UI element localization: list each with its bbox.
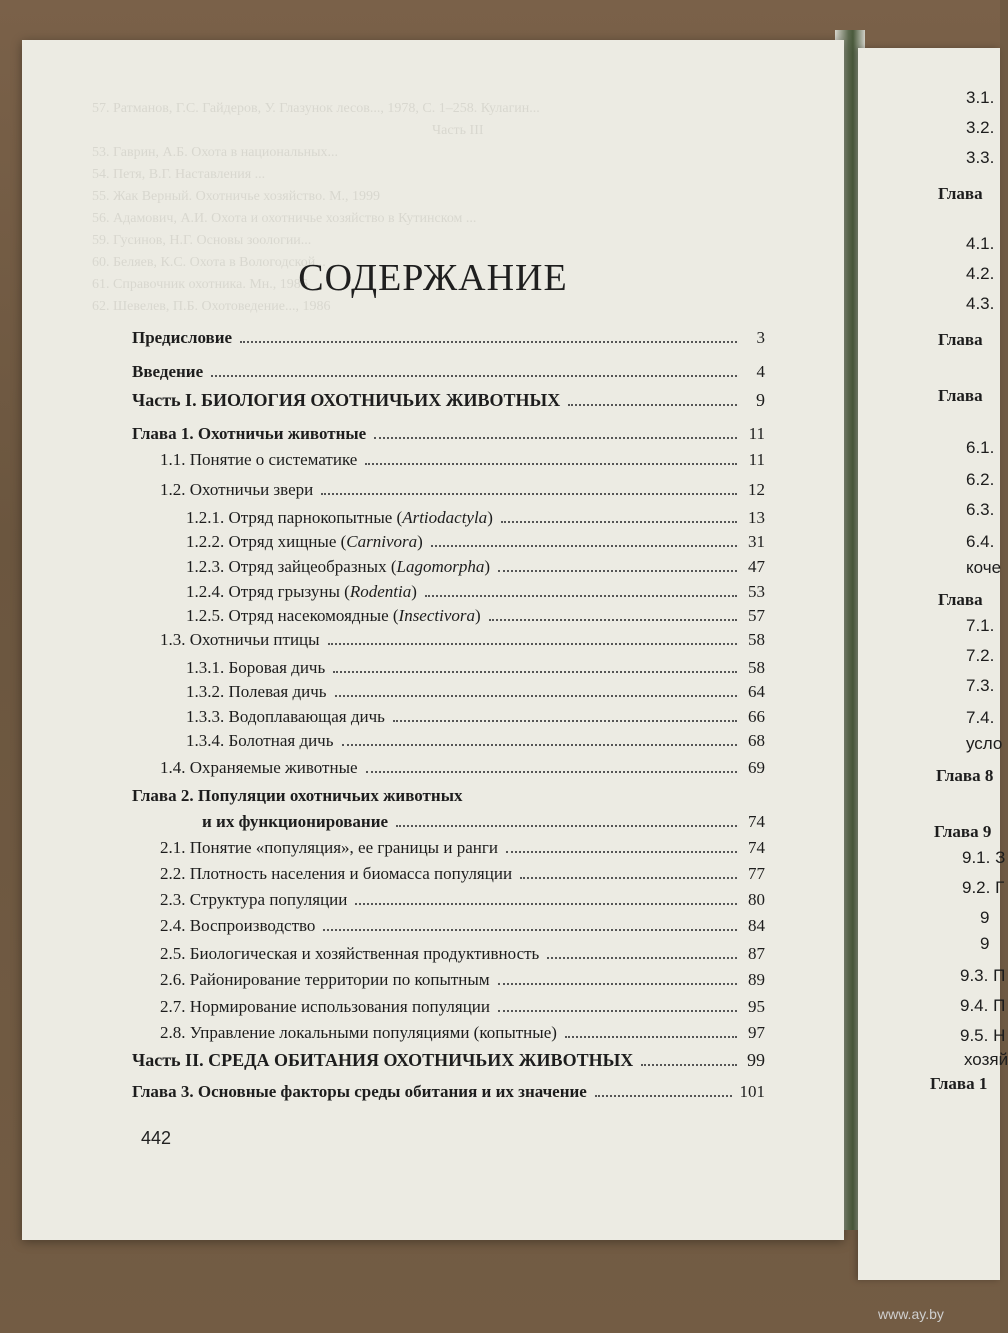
toc-entry-label: 2.8. Управление локальными популяциями (копытные) bbox=[160, 1023, 557, 1042]
bleed-through-line: 60. Беляев, К.С. Охота в Вологодской... bbox=[92, 255, 326, 270]
dot-leader bbox=[365, 463, 737, 465]
toc-entry-label: 2.3. Структура популяции bbox=[160, 890, 348, 909]
dot-leader bbox=[328, 643, 737, 645]
right-page-line: 9.3. П bbox=[960, 966, 1006, 985]
toc-entry bbox=[132, 390, 765, 411]
dot-leader bbox=[565, 1036, 737, 1038]
bleed-through-line: 62. Шевелев, П.Б. Охотоведение..., 1986 bbox=[92, 299, 331, 314]
toc-entry-label: Часть I. БИОЛОГИЯ ОХОТНИЧЬИХ ЖИВОТНЫХ bbox=[132, 390, 561, 410]
toc-entry-label: 2.6. Районирование территории по копытным bbox=[160, 970, 490, 989]
toc-entry-label: 1.2.2. Отряд хищные (Carnivora) bbox=[186, 532, 423, 551]
dot-leader bbox=[506, 851, 737, 853]
bleed-through-line: 56. Адамович, А.И. Охота и охотничье хозяйство в Кутинском ... bbox=[92, 211, 477, 226]
dot-leader bbox=[489, 619, 737, 621]
toc-entry bbox=[160, 758, 765, 778]
toc-entry-label: 1.3.4. Болотная дичь bbox=[186, 731, 334, 750]
toc-page-number: 58 bbox=[748, 630, 765, 649]
toc-entry-label: и их функционирование bbox=[202, 812, 389, 831]
right-page-line: Глава bbox=[938, 330, 983, 349]
toc-entry-label: 1.3.1. Боровая дичь bbox=[186, 658, 326, 677]
toc-entry-label: 1.2.1. Отряд парнокопытные (Artiodactyla) bbox=[186, 508, 493, 527]
right-page-line: Глава 8 bbox=[936, 766, 994, 785]
toc-page-number: 4 bbox=[756, 362, 765, 381]
toc-page-number: 80 bbox=[748, 890, 765, 909]
dot-leader bbox=[520, 877, 737, 879]
toc-entry bbox=[132, 328, 765, 348]
right-page-line: коче bbox=[966, 558, 1002, 577]
toc-page-number: 12 bbox=[748, 480, 765, 499]
toc-page-number: 57 bbox=[748, 606, 765, 625]
toc-page-number: 3 bbox=[756, 328, 765, 347]
toc-entry bbox=[132, 1050, 765, 1071]
right-page-line: 9 bbox=[980, 908, 990, 927]
toc-entry bbox=[186, 582, 765, 602]
bleed-through-line: Часть III bbox=[432, 123, 484, 138]
toc-entry-label: 1.2.5. Отряд насекомоядные (Insectivora) bbox=[186, 606, 481, 625]
toc-entry bbox=[160, 916, 765, 936]
toc-page-number: 53 bbox=[748, 582, 765, 601]
dot-leader bbox=[568, 404, 737, 406]
toc-entry bbox=[132, 1082, 765, 1102]
toc-entry-label: 1.2. Охотничьи звери bbox=[160, 480, 314, 499]
toc-entry bbox=[160, 864, 765, 884]
toc-entry bbox=[160, 944, 765, 964]
right-page-line: Глава 9 bbox=[934, 822, 992, 841]
right-page-line: 6.1. bbox=[966, 438, 995, 457]
right-page-line: хозяй bbox=[964, 1050, 1008, 1069]
dot-leader bbox=[240, 341, 737, 343]
right-page-line: 3.3. bbox=[966, 148, 995, 167]
toc-page-number: 11 bbox=[748, 424, 765, 443]
right-page-line: 3.1. bbox=[966, 88, 995, 107]
toc-page-number: 101 bbox=[739, 1082, 765, 1101]
toc-entry-label: 1.2.3. Отряд зайцеобразных (Lagomorpha) bbox=[186, 557, 491, 576]
toc-entry-label: Предисловие bbox=[132, 328, 233, 347]
toc-page-number: 84 bbox=[748, 916, 765, 935]
watermark: www.ay.by bbox=[878, 1306, 944, 1322]
right-page-line: 7.2. bbox=[966, 646, 995, 665]
toc-entry bbox=[160, 1023, 765, 1043]
toc-entry-label: 1.4. Охраняемые животные bbox=[160, 758, 358, 777]
dot-leader bbox=[374, 437, 737, 439]
dot-leader bbox=[323, 929, 737, 931]
toc-entry bbox=[160, 450, 765, 470]
dot-leader bbox=[547, 957, 737, 959]
dot-leader bbox=[355, 903, 737, 905]
toc-entry bbox=[160, 997, 765, 1017]
toc-entry bbox=[186, 532, 765, 552]
bleed-through-line: 61. Справочник охотника. Мн., 1986 bbox=[92, 277, 308, 292]
toc-entry-label: 1.3. Охотничьи птицы bbox=[160, 630, 320, 649]
dot-leader bbox=[498, 1010, 737, 1012]
right-page-line: 9 bbox=[980, 934, 990, 953]
dot-leader bbox=[335, 695, 737, 697]
toc-page-number: 69 bbox=[748, 758, 765, 777]
right-page-line: 7.3. bbox=[966, 676, 995, 695]
toc-page-number: 99 bbox=[747, 1050, 765, 1070]
right-page-line: 9.1. З bbox=[962, 848, 1006, 867]
toc-entry-label: 2.2. Плотность населения и биомасса популяции bbox=[160, 864, 513, 883]
toc-page-number: 95 bbox=[748, 997, 765, 1016]
right-page-line: 6.3. bbox=[966, 500, 995, 519]
latin-name: Lagomorpha bbox=[396, 557, 485, 576]
toc-entry bbox=[202, 812, 765, 832]
right-page-line: Глава 1 bbox=[930, 1074, 988, 1093]
dot-leader bbox=[366, 771, 737, 773]
toc-entry bbox=[186, 658, 765, 678]
toc-entry-label: Введение bbox=[132, 362, 204, 381]
toc-entry-label: 1.2.4. Отряд грызуны (Rodentia) bbox=[186, 582, 417, 601]
dot-leader bbox=[342, 744, 738, 746]
toc-page-number: 97 bbox=[748, 1023, 765, 1042]
toc-entry bbox=[186, 606, 765, 626]
page-number: 442 bbox=[141, 1128, 172, 1148]
toc-entry bbox=[132, 362, 765, 382]
toc-entry-label: 1.3.2. Полевая дичь bbox=[186, 682, 327, 701]
bleed-through-line: 59. Гусинов, Н.Г. Основы зоологии... bbox=[92, 233, 312, 248]
toc-entry bbox=[160, 970, 765, 990]
toc-page-number: 31 bbox=[748, 532, 765, 551]
toc-page-number: 66 bbox=[748, 707, 765, 726]
right-page-line: 7.1. bbox=[966, 616, 995, 635]
latin-name: Carnivora bbox=[346, 532, 418, 551]
toc-page-number: 58 bbox=[748, 658, 765, 677]
bleed-through-line: 54. Петя, В.Г. Наставления ... bbox=[92, 167, 266, 182]
right-page-line: усло bbox=[966, 734, 1003, 753]
right-page-line: Глава bbox=[938, 590, 983, 609]
toc-entry-label-line1: Глава 2. Популяции охотничьих животных bbox=[132, 786, 463, 805]
right-page-line: 9.2. Г bbox=[962, 878, 1005, 897]
right-page-line: 4.3. bbox=[966, 294, 995, 313]
toc-entry bbox=[186, 508, 765, 528]
right-page-line: Глава bbox=[938, 386, 983, 405]
right-page-line: 6.2. bbox=[966, 470, 995, 489]
right-page-line: 7.4. bbox=[966, 708, 995, 727]
bleed-through-line: 55. Жак Верный. Охотничье хозяйство. М., 1999 bbox=[92, 189, 381, 204]
toc-entry-label: 2.5. Биологическая и хозяйственная продуктивность bbox=[160, 944, 540, 963]
toc-page-number: 13 bbox=[748, 508, 765, 527]
dot-leader bbox=[321, 493, 737, 495]
dot-leader bbox=[641, 1064, 737, 1066]
toc-entry-label: 2.4. Воспроизводство bbox=[160, 916, 316, 935]
dot-leader bbox=[211, 375, 737, 377]
bleed-through-line: 53. Гаврин, А.Б. Охота в национальных... bbox=[92, 145, 338, 160]
toc-page-number: 74 bbox=[748, 812, 765, 831]
latin-name: Insectivora bbox=[398, 606, 476, 625]
right-page-line: 4.1. bbox=[966, 234, 995, 253]
bleed-through-line: 57. Ратманов, Г.С. Гайдеров, У. Глазунок лесов..., 1978, С. 1–258. Кулагин... bbox=[92, 101, 540, 116]
toc-entry-label: Глава 1. Охотничьи животные bbox=[132, 424, 367, 443]
toc-entry bbox=[132, 424, 765, 444]
toc-page-number: 11 bbox=[748, 450, 765, 469]
toc-entry-label: Глава 3. Основные факторы среды обитания и их значение bbox=[132, 1082, 587, 1101]
right-page-line: 9.5. Н bbox=[960, 1026, 1006, 1045]
toc-entry-label: 2.1. Понятие «популяция», ее границы и ранги bbox=[160, 838, 498, 857]
dot-leader bbox=[501, 521, 737, 523]
dot-leader bbox=[333, 671, 737, 673]
right-page-line: 6.4. bbox=[966, 532, 995, 551]
toc-entry bbox=[186, 557, 765, 577]
dot-leader bbox=[425, 595, 737, 597]
right-page-line: 3.2. bbox=[966, 118, 995, 137]
toc-entry bbox=[160, 838, 765, 858]
page-title: СОДЕРЖАНИЕ bbox=[298, 257, 568, 299]
toc-page-number: 64 bbox=[748, 682, 765, 701]
dot-leader bbox=[498, 570, 737, 572]
toc-page-number: 47 bbox=[748, 557, 765, 576]
dot-leader bbox=[396, 825, 737, 827]
toc-page-number: 74 bbox=[748, 838, 765, 857]
dot-leader bbox=[595, 1095, 732, 1097]
toc-page-number: 9 bbox=[756, 390, 765, 410]
toc-entry bbox=[160, 890, 765, 910]
toc-entry bbox=[186, 731, 765, 751]
right-page-line: Глава bbox=[938, 184, 983, 203]
dot-leader bbox=[393, 720, 737, 722]
toc-entry bbox=[160, 480, 765, 500]
right-page-line: 9.4. П bbox=[960, 996, 1006, 1015]
dot-leader bbox=[431, 545, 737, 547]
latin-name: Artiodactyla bbox=[402, 508, 488, 527]
toc-entry bbox=[186, 707, 765, 727]
toc-entry-label: 1.3.3. Водоплавающая дичь bbox=[186, 707, 385, 726]
right-page-line: 4.2. bbox=[966, 264, 995, 283]
toc-entry-label: 1.1. Понятие о систематике bbox=[160, 450, 358, 469]
toc-page-number: 68 bbox=[748, 731, 765, 750]
dot-leader bbox=[498, 983, 737, 985]
toc-page-number: 77 bbox=[748, 864, 765, 883]
toc-entry-label: 2.7. Нормирование использования популяции bbox=[160, 997, 490, 1016]
toc-entry-label: Часть II. СРЕДА ОБИТАНИЯ ОХОТНИЧЬИХ ЖИВОТНЫХ bbox=[132, 1050, 634, 1070]
toc-page-number: 89 bbox=[748, 970, 765, 989]
toc-entry bbox=[160, 630, 765, 650]
latin-name: Rodentia bbox=[349, 582, 412, 601]
toc-page-number: 87 bbox=[748, 944, 765, 963]
toc-entry bbox=[186, 682, 765, 702]
